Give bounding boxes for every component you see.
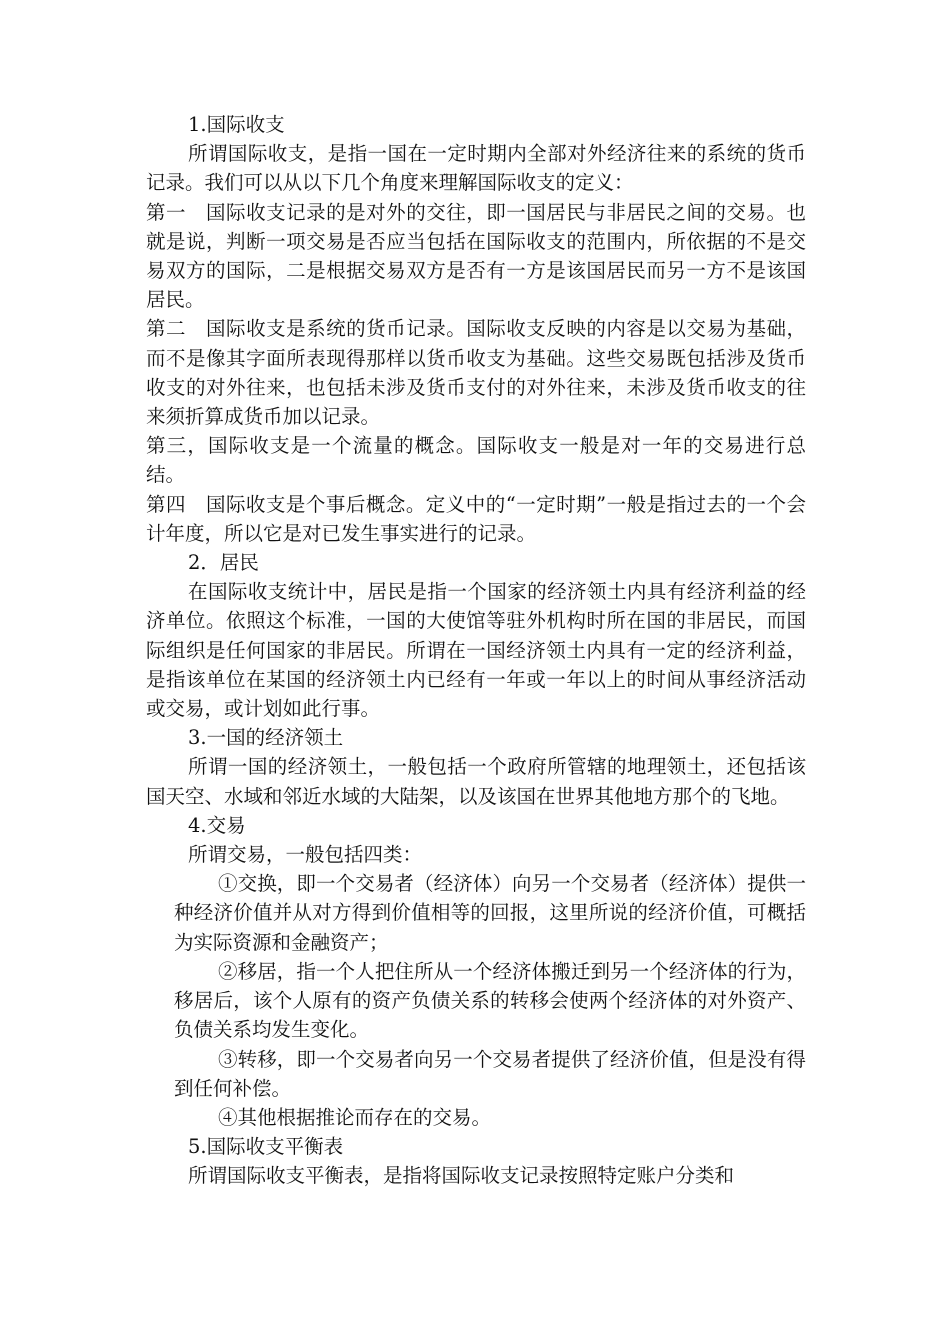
section-heading-1: 1.国际收支 <box>188 113 285 136</box>
paragraph-economic-territory: 所谓一国的经济领土，一般包括一个政府所管辖的地理领土，还包括该国天空、水域和邻近水域的大陆架，以及该国在世界其他地方那个的飞地。 <box>146 755 806 808</box>
list-item-transfer: ③转移，即一个交易者向另一个交易者提供了经济价值，但是没有得到任何补偿。 <box>174 1047 806 1100</box>
list-item-migration: ②移居，指一个人把住所从一个经济体搬迁到另一个经济体的行为，移居后，该个人原有的资产负债关系的转移会使两个经济体的对外资产、负债关系均发生变化。 <box>174 959 806 1042</box>
document-body <box>146 110 806 1191</box>
paragraph-point-fourth: 第四 国际收支是个事后概念。定义中的“一定时期”一般是指过去的一个会计年度，所以它是对已发生事实进行的记录。 <box>146 492 806 545</box>
paragraph-point-first: 第一 国际收支记录的是对外的交往，即一国居民与非居民之间的交易。也就是说，判断一项交易是否应当包括在国际收支的范围内，所依据的不是交易双方的国际，二是根据交易双方是否有一方是该国居民而另一方不是该国居民。 <box>146 200 806 312</box>
paragraph-bop-definition: 所谓国际收支，是指一国在一定时期内全部对外经济往来的系统的货币记录。我们可以从以下几个角度来理解国际收支的定义： <box>146 142 806 195</box>
section-heading-5: 5.国际收支平衡表 <box>188 1135 344 1159</box>
paragraph-bop-statement: 所谓国际收支平衡表，是指将国际收支记录按照特定账户分类和 <box>188 1164 735 1188</box>
list-item-imputed: ④其他根据推论而存在的交易。 <box>218 1105 492 1129</box>
list-item-exchange: ①交换，即一个交易者（经济体）向另一个交易者（经济体）提供一种经济价值并从对方得到价值相等的回报，这里所说的经济价值，可概括为实际资源和金融资产； <box>174 872 806 954</box>
paragraph-transaction-intro: 所谓交易，一般包括四类： <box>188 843 423 867</box>
section-heading-4: 4.交易 <box>188 813 246 837</box>
paragraph-point-third: 第三，国际收支是一个流量的概念。国际收支一般是对一年的交易进行总结。 <box>146 434 806 487</box>
paragraph-point-second: 第二 国际收支是系统的货币记录。国际收支反映的内容是以交易为基础，而不是像其字面所表现得那样以货币收支为基础。这些交易既包括涉及货币收支的对外往来，也包括未涉及货币支付的对外往来，未涉及货币收支的往来须折算成货币加以记录。 <box>146 317 806 429</box>
section-heading-3: 3.一国的经济领土 <box>188 726 344 750</box>
section-heading-2: 2．居民 <box>188 551 259 575</box>
paragraph-resident: 在国际收支统计中，居民是指一个国家的经济领土内具有经济利益的经济单位。依照这个标准，一国的大使馆等驻外机构时所在国的非居民，而国际组织是任何国家的非居民。所谓在一国经济领土内具有一定的经济利益，是指该单位在某国的经济领土内已经有一年或一年以上的时间从事经济活动或交易，或计划如此行事。 <box>146 580 806 721</box>
